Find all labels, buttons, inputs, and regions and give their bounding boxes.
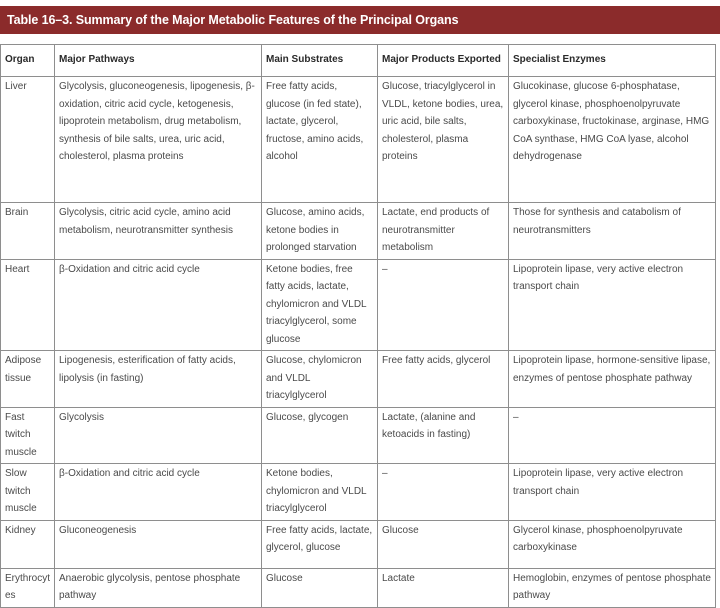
cell-organ: Brain: [1, 203, 55, 260]
cell-substrates: Glucose, glycogen: [262, 407, 378, 464]
cell-substrates: Glucose, amino acids, ketone bodies in prolonged starvation: [262, 203, 378, 260]
cell-products: –: [378, 464, 509, 521]
cell-organ: Fast twitch muscle: [1, 407, 55, 464]
table-row-adipose: [1, 351, 716, 408]
cell-organ: Adipose tissue: [1, 351, 55, 408]
cell-enzymes: –: [509, 407, 716, 464]
header-major-pathways: Major Pathways: [55, 45, 262, 77]
cell-organ: Kidney: [1, 520, 55, 568]
cell-products: Free fatty acids, glycerol: [378, 351, 509, 408]
cell-pathways: Glycolysis, citric acid cycle, amino acid metabolism, neurotransmitter synthesis: [55, 203, 262, 260]
cell-pathways: Gluconeogenesis: [55, 520, 262, 568]
header-organ: Organ: [1, 45, 55, 77]
cell-products: Glucose, triacylglycerol in VLDL, ketone bodies, urea, uric acid, bile salts, cholesterol, plasma proteins: [378, 77, 509, 203]
cell-enzymes: Lipoprotein lipase, hormone-sensitive lipase, enzymes of pentose phosphate pathway: [509, 351, 716, 408]
cell-products: –: [378, 259, 509, 351]
cell-products: Glucose: [378, 520, 509, 568]
cell-pathways: β-Oxidation and citric acid cycle: [55, 259, 262, 351]
cell-organ: Liver: [1, 77, 55, 203]
cell-pathways: β-Oxidation and citric acid cycle: [55, 464, 262, 521]
cell-pathways: Lipogenesis, esterification of fatty acids, lipolysis (in fasting): [55, 351, 262, 408]
header-main-substrates: Main Substrates: [262, 45, 378, 77]
cell-substrates: Free fatty acids, glucose (in fed state), lactate, glycerol, fructose, amino acids, alcohol: [262, 77, 378, 203]
cell-organ: Heart: [1, 259, 55, 351]
cell-products: Lactate: [378, 568, 509, 607]
table-row-erythrocytes: [1, 568, 716, 607]
table-header-row: [1, 45, 716, 77]
cell-enzymes: Glucokinase, glucose 6-phosphatase, glycerol kinase, phosphoenolpyruvate carboxykinase, fructokinase, arginase, HMG CoA synthase, HMG CoA lyase, alcohol dehydrogenase: [509, 77, 716, 203]
cell-organ: Erythrocytes: [1, 568, 55, 607]
table-row-brain: [1, 203, 716, 260]
header-major-products: Major Products Exported: [378, 45, 509, 77]
cell-products: Lactate, (alanine and ketoacids in fasting): [378, 407, 509, 464]
cell-enzymes: Lipoprotein lipase, very active electron transport chain: [509, 464, 716, 521]
cell-enzymes: Hemoglobin, enzymes of pentose phosphate pathway: [509, 568, 716, 607]
cell-products: Lactate, end products of neurotransmitter metabolism: [378, 203, 509, 260]
cell-pathways: Anaerobic glycolysis, pentose phosphate pathway: [55, 568, 262, 607]
metabolic-features-table: [0, 44, 716, 608]
cell-pathways: Glycolysis, gluconeogenesis, lipogenesis, β-oxidation, citric acid cycle, ketogenesis, lipoprotein metabolism, drug metabolism, synthesis of bile salts, urea, uric acid, cholesterol, plasma proteins: [55, 77, 262, 203]
table-row-heart: [1, 259, 716, 351]
table-row-liver: [1, 77, 716, 203]
header-specialist-enzymes: Specialist Enzymes: [509, 45, 716, 77]
cell-substrates: Free fatty acids, lactate, glycerol, glucose: [262, 520, 378, 568]
table-title: Table 16–3. Summary of the Major Metabolic Features of the Principal Organs: [0, 6, 720, 34]
cell-pathways: Glycolysis: [55, 407, 262, 464]
cell-enzymes: Those for synthesis and catabolism of neurotransmitters: [509, 203, 716, 260]
cell-substrates: Glucose: [262, 568, 378, 607]
cell-enzymes: Glycerol kinase, phosphoenolpyruvate carboxykinase: [509, 520, 716, 568]
cell-substrates: Ketone bodies, free fatty acids, lactate, chylomicron and VLDL triacylglycerol, some glucose: [262, 259, 378, 351]
cell-enzymes: Lipoprotein lipase, very active electron transport chain: [509, 259, 716, 351]
table-row-fast-twitch-muscle: [1, 407, 716, 464]
table-row-slow-twitch-muscle: [1, 464, 716, 521]
cell-substrates: Ketone bodies, chylomicron and VLDL triacylglycerol: [262, 464, 378, 521]
cell-organ: Slow twitch muscle: [1, 464, 55, 521]
cell-substrates: Glucose, chylomicron and VLDL triacylglycerol: [262, 351, 378, 408]
table-row-kidney: [1, 520, 716, 568]
